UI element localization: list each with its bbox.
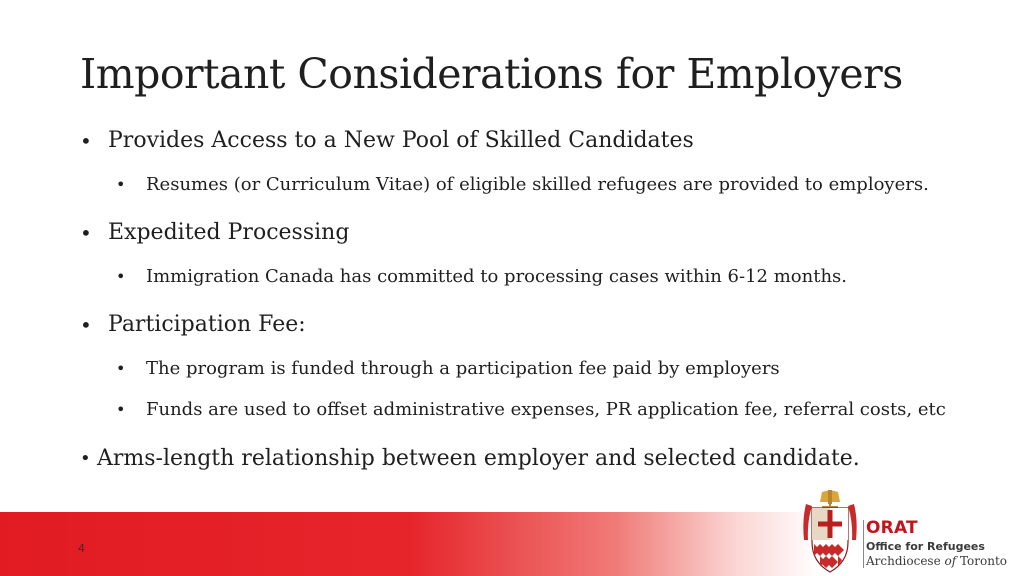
bullet-text: Provides Access to a New Pool of Skilled Candidates	[108, 128, 694, 153]
bullet-item	[80, 220, 349, 245]
bullet-text: The program is funded through a participation fee paid by employers	[146, 358, 780, 379]
slide-title: Important Considerations for Employers	[80, 50, 903, 98]
sub-bullet-item	[116, 174, 929, 195]
bullet-dot: •	[80, 448, 91, 469]
bullet-item	[80, 446, 860, 471]
bullet-text: Participation Fee:	[108, 312, 306, 337]
bullet-dot: •	[116, 175, 126, 194]
bullet-text: Funds are used to offset administrative expenses, PR application fee, referral costs, etc	[146, 399, 946, 420]
logo-org-italic: of	[944, 554, 957, 568]
bullet-text: Immigration Canada has committed to processing cases within 6-12 months.	[146, 266, 847, 287]
bullet-dot: •	[80, 128, 92, 153]
bullet-text: Resumes (or Curriculum Vitae) of eligible skilled refugees are provided to employers.	[146, 174, 929, 195]
bullet-item	[80, 312, 306, 337]
logo-subtitle: Office for Refugees	[866, 540, 985, 553]
logo-divider	[863, 520, 864, 568]
archdiocese-crest-icon	[800, 490, 860, 576]
bullet-dot: •	[80, 220, 92, 245]
bullet-item	[80, 128, 694, 153]
logo-org-suffix: Toronto	[956, 554, 1008, 568]
bullet-dot: •	[116, 400, 126, 419]
logo-organization	[866, 555, 1007, 567]
sub-bullet-item	[116, 399, 946, 420]
bullet-dot: •	[116, 267, 126, 286]
logo-text	[866, 520, 1007, 567]
page-number: 4	[78, 542, 85, 555]
logo-org-prefix: Archdiocese	[866, 554, 945, 568]
bullet-text: Expedited Processing	[108, 220, 350, 245]
bullet-text: Arms-length relationship between employer and selected candidate.	[97, 446, 860, 471]
logo-name: ORAT	[866, 518, 918, 538]
bullet-dot: •	[116, 359, 126, 378]
bullet-dot: •	[80, 312, 92, 337]
orat-logo	[800, 490, 1020, 576]
sub-bullet-item	[116, 358, 780, 379]
sub-bullet-item	[116, 266, 847, 287]
